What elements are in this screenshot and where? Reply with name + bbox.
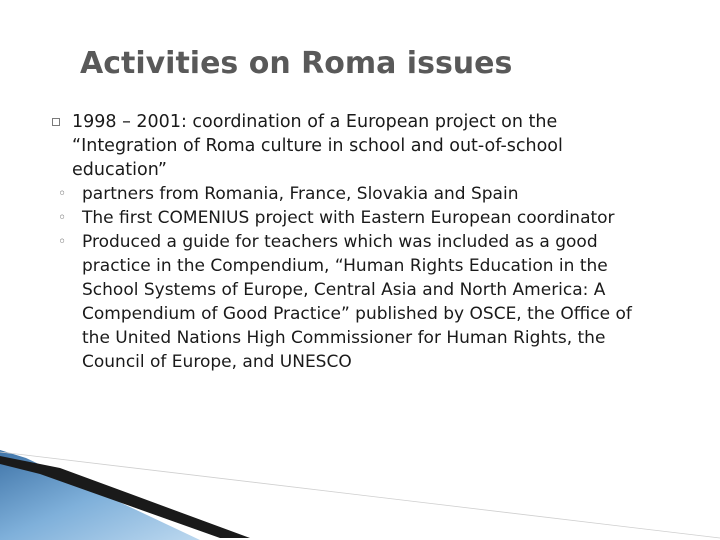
slide-content (52, 110, 652, 374)
circle-bullet-icon: ◦ (58, 186, 67, 202)
main-bullet-item (52, 110, 652, 182)
circle-bullet-icon: ◦ (58, 210, 67, 226)
sub-bullet-list (52, 182, 652, 374)
circle-bullet-icon: ◦ (58, 234, 67, 250)
sub-bullet-text: partners from Romania, France, Slovakia and Spain (82, 184, 519, 204)
slide-title: Activities on Roma issues (80, 46, 513, 81)
sub-bullet-item (52, 206, 652, 230)
square-bullet-icon (52, 118, 60, 126)
sub-bullet-text: The first COMENIUS project with Eastern European coordinator (82, 208, 615, 228)
sub-bullet-text: Produced a guide for teachers which was included as a good practice in the Compendium, “Human Rights Education in the School Systems of Europe, Central Asia and North America: A Compendium of Good Practice” published by OSCE, the Office of the United Nations High Commissioner for Human Rights, the Council of Europe, and UNESCO (82, 232, 632, 372)
main-bullet-text: 1998 – 2001: coordination of a European project on the “Integration of Roma culture in school and out-of-school education” (72, 112, 563, 180)
sub-bullet-item (52, 182, 652, 206)
sub-bullet-item (52, 230, 652, 374)
corner-decoration (0, 450, 720, 540)
